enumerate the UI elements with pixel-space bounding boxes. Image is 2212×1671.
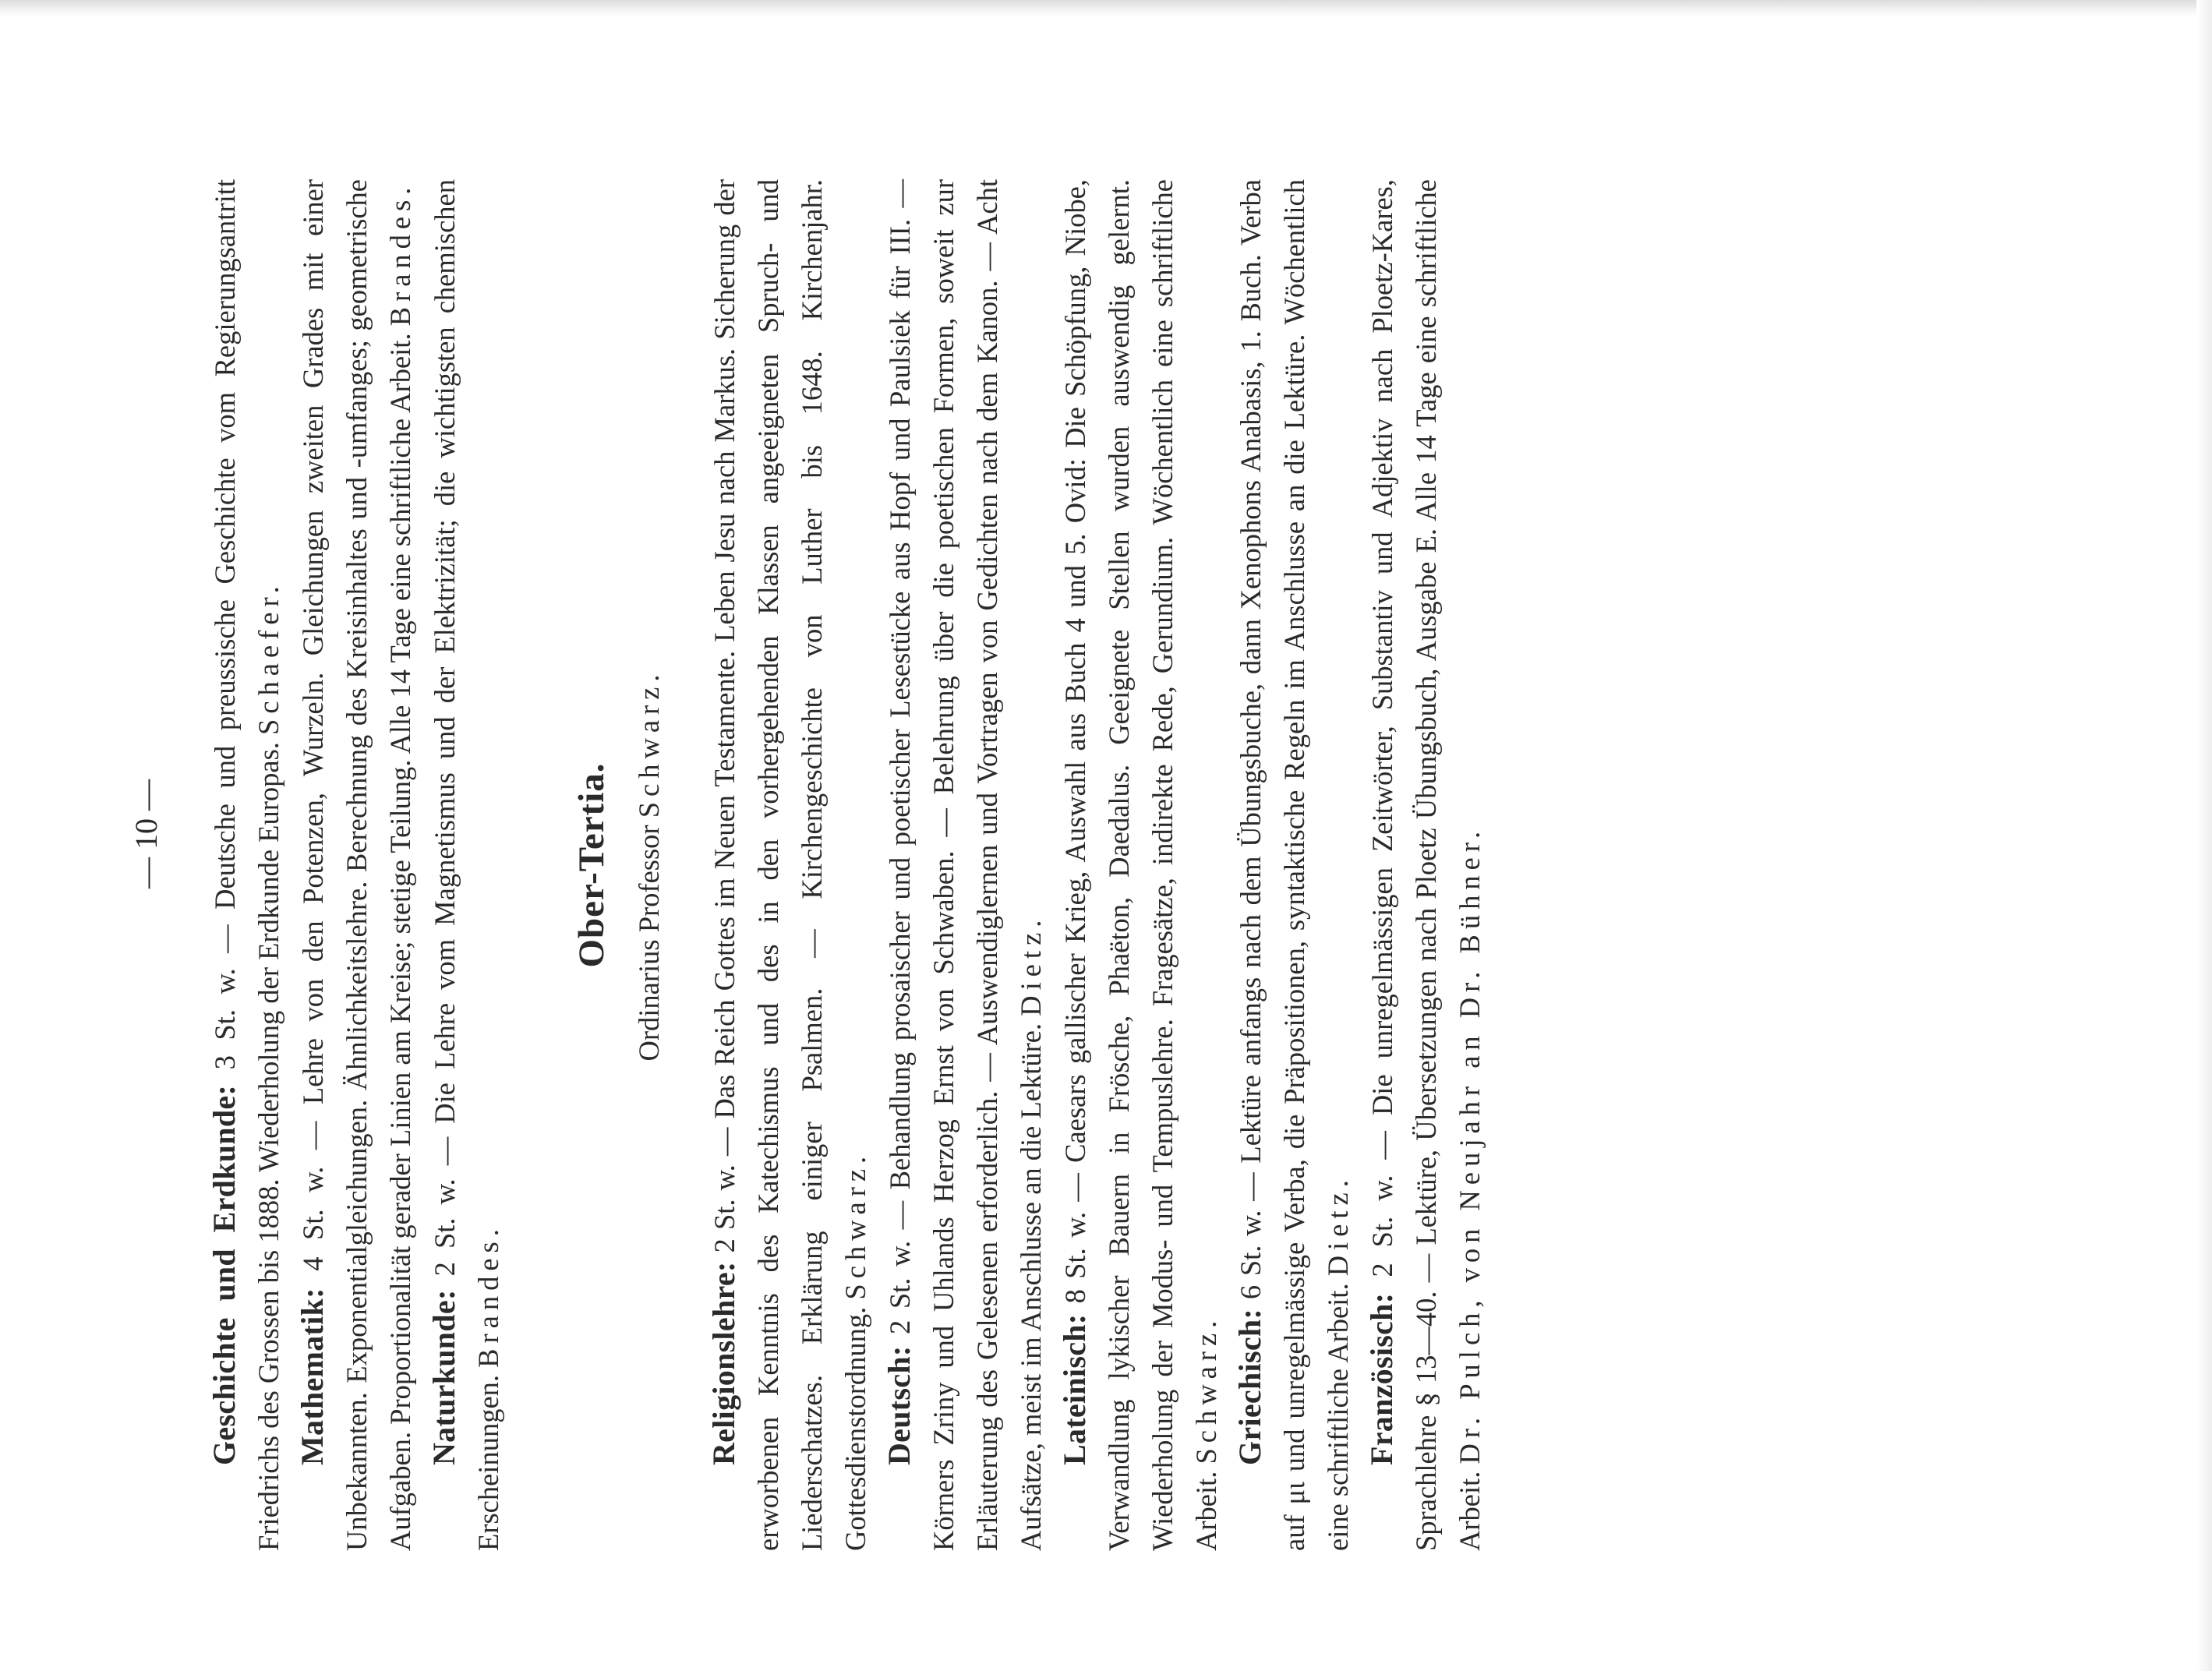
subject-heading: Französisch: (1364, 1292, 1399, 1465)
document-page (129, 179, 2026, 1551)
teacher-name: Brandes. (384, 182, 416, 327)
teacher-name: Dietz. (1322, 1175, 1354, 1277)
paragraph-deutsch (878, 179, 1053, 1551)
subject-heading: Griechisch: (1232, 1308, 1267, 1465)
teacher-name: Schwarz. (839, 1150, 871, 1300)
paragraph-geschichte (203, 179, 291, 1551)
subject-heading: Lateinisch: (1057, 1313, 1092, 1465)
ordinarius-line (627, 179, 671, 1551)
subject-heading: Mathematik: (295, 1288, 330, 1465)
subject-heading: Deutsch: (882, 1345, 917, 1465)
subject-heading: Naturkunde: (426, 1289, 461, 1465)
paragraph-text: 6 St. w. — Lektüre anfangs nach dem Übungsbuche, dann Xenophons Anabasis, 1. Buch. Verba auf μι und unregelmässige Verba, die Präpositionen, syntaktische Regeln im Anschlusse an die Lektüre. Wöchentlich eine schriftliche Arbeit. (1235, 179, 1354, 1551)
paragraph-franzoesisch (1360, 179, 1492, 1551)
paragraph-text: 2 St. w. — Die unregelmässigen Zeitwörter, Substantiv und Adjektiv nach Ploetz-Kares, Sprachlehre § 13—40. — Lektüre, Übersetzungen nach Ploetz Übungsbuch, Ausgabe E. Alle 14 Tage eine schriftliche Arbeit. (1366, 179, 1486, 1551)
teacher-name: Dietz. (1015, 914, 1047, 1016)
paragraph-text: 2 St. w. — Das Reich Gottes im Neuen Testamente. Leben Jesu nach Markus. Sicherung der erworbenen Kenntnis des Katechismus und des in den vorhergehenden Klassen angeeigneten Spruch- und Liederschatzes. Erklärung einiger Psalmen. — Kirchengeschichte von Luther bis 1648. Kirchenjahr. Gottesdienstordnung. (708, 179, 871, 1551)
teacher-name: Schwarz. (1190, 1315, 1222, 1464)
paragraph-griechisch (1228, 179, 1360, 1551)
teacher-name: Brandes. (472, 1224, 504, 1368)
teacher-name: Schaefer. (253, 581, 284, 735)
paragraph-text: 3 St. w. — Deutsche und preussische Geschichte vom Regierungsantritt Friedrichs des Grossen bis 1888. Wiederholung der Erdkunde Europas. (209, 179, 284, 1551)
page-number: — 10 — (129, 779, 164, 888)
subject-heading: Geschichte und Erdkunde: (207, 1084, 242, 1465)
paragraph-lateinisch (1053, 179, 1228, 1551)
paragraph-naturkunde (422, 179, 511, 1551)
ordinarius-name: Schwarz. (633, 669, 665, 818)
section-heading: Ober-Tertia. (571, 762, 612, 968)
paragraph-text: 4 St. w. — Lehre von den Potenzen, Wurzeln. Gleichungen zweiten Grades mit einer Unbekannten. Exponentialgleichungen. Ähnlichkeitslehre. Berechnung des Kreisinhaltes und -umfanges; geometrische Aufgaben. Proportionalität gerader Linien am Kreise; stetige Teilung. Alle 14 Tage eine schriftliche Arbeit. (297, 179, 416, 1551)
scan-right-edge (2196, 0, 2212, 1671)
paragraph-text: 2 St. w. — Die Lehre vom Magnetismus und der Elektrizität; die wichtigsten chemischen Erscheinungen. (429, 179, 504, 1551)
paragraph-text: 8 St. w. — Caesars gallischer Krieg, Auswahl aus Buch 4 und 5. Ovid: Die Schöpfung, Niobe, Verwandlung lykischer Bauern in Frösche, Phaëton, Daedalus. Geeignete Stellen wurden auswendig gelernt. Wiederholung der Modus- und Tempuslehre. Fragesätze, indirekte Rede, Gerundium. Wöchentlich eine schriftliche Arbeit. (1059, 179, 1222, 1551)
teacher-name: Dr. Pulch, von Neujahr an Dr. Bühner. (1454, 825, 1486, 1464)
scan-top-edge (0, 0, 2212, 17)
paragraph-text: 2 St. w. — Behandlung prosaischer und poetischer Lesestücke aus Hopf und Paulsiek für III. — Körners Zriny und Uhlands Herzog Ernst von Schwaben. — Belehrung über die poetischen Formen, soweit zur Erläuterung des Gelesenen erforderlich. — Auswendiglernen und Vortragen von Gedichten nach dem Kanon. — Acht Aufsätze, meist im Anschlusse an die Lektüre. (884, 179, 1047, 1551)
paragraph-mathematik (291, 179, 422, 1551)
paragraph-religionslehre (702, 179, 878, 1551)
subject-heading: Religionslehre: (706, 1261, 741, 1465)
ordinarius-label: Ordinarius Professor (633, 818, 665, 1062)
